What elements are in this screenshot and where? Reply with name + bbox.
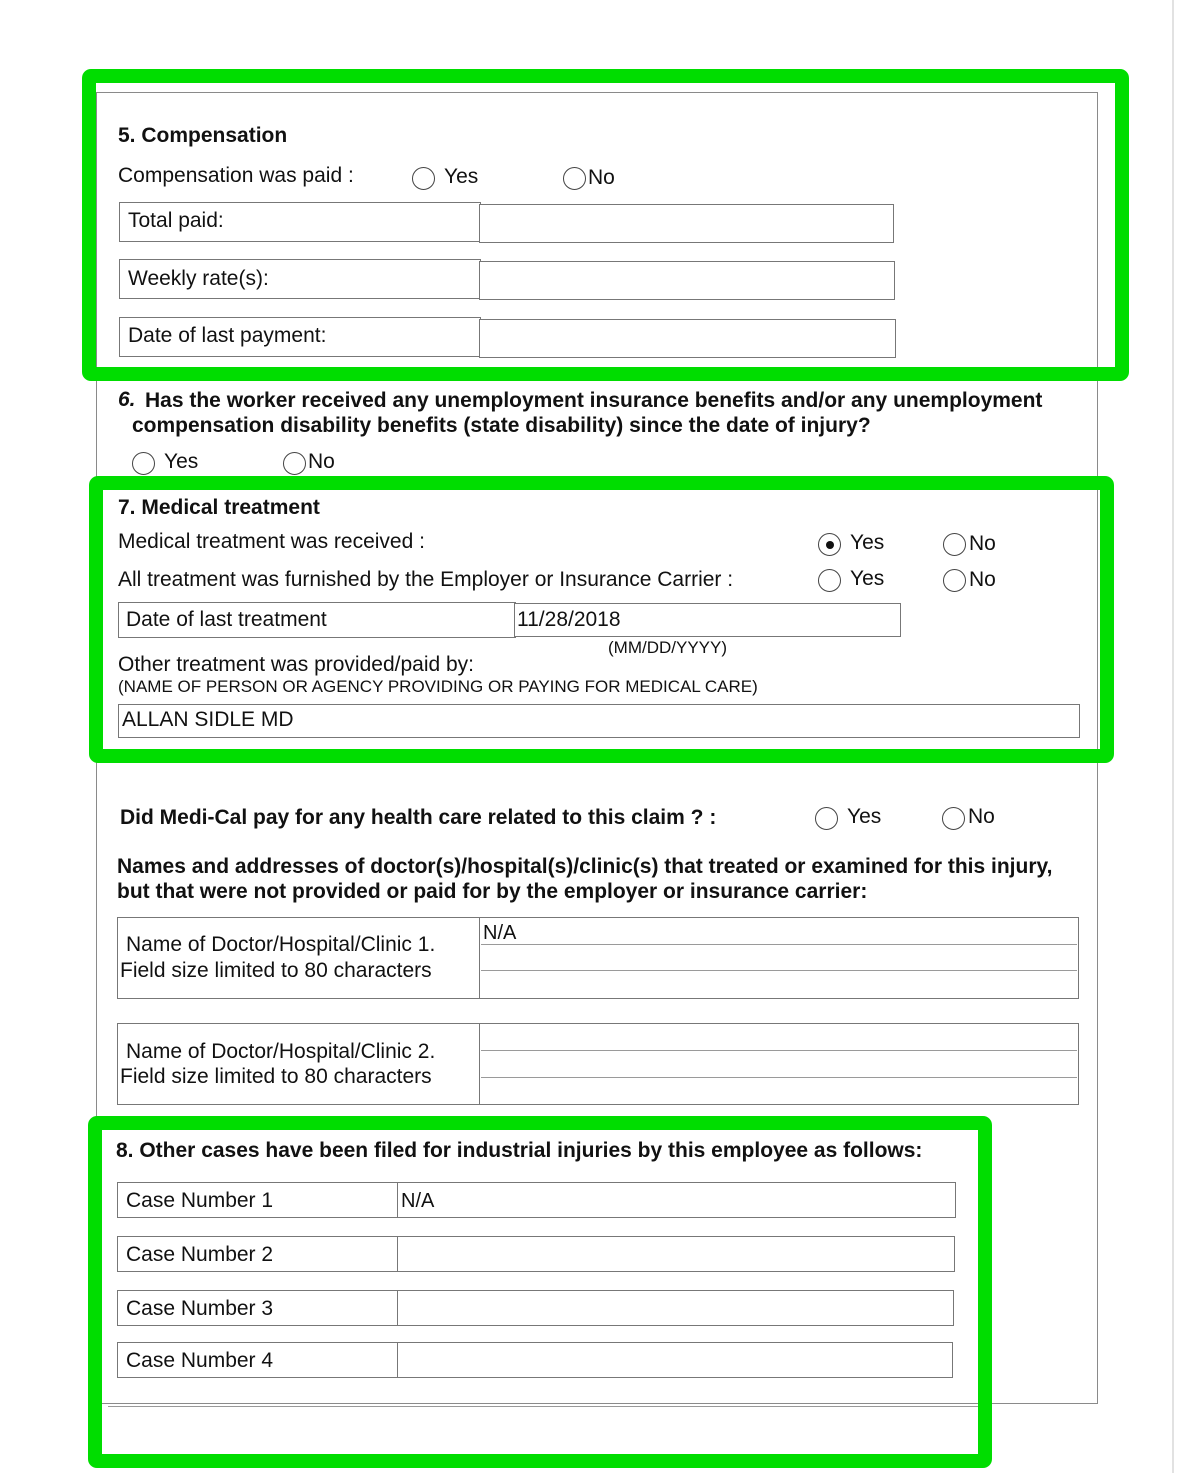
doctor-1-input[interactable]: [479, 917, 1079, 999]
compensation-paid-label: Compensation was paid :: [118, 164, 354, 187]
last-treatment-label: Date of last treatment: [126, 608, 327, 631]
case-1-input[interactable]: [397, 1182, 956, 1218]
doctor-1-label-line1: Name of Doctor/Hospital/Clinic 1.: [126, 933, 436, 956]
last-payment-input[interactable]: [479, 319, 896, 358]
other-treatment-value: ALLAN SIDLE MD: [122, 708, 294, 731]
doctor-2-label-line1: Name of Doctor/Hospital/Clinic 2.: [126, 1040, 436, 1063]
doctor-1-field-line: [481, 970, 1077, 971]
weekly-rate-input[interactable]: [479, 261, 895, 300]
case-3-label: Case Number 3: [126, 1297, 274, 1320]
treatment-furnished-no-radio[interactable]: [943, 569, 966, 592]
weekly-rate-label: Weekly rate(s):: [128, 267, 269, 290]
section-6-number: 6.: [118, 388, 136, 411]
page-edge: [1172, 0, 1174, 1473]
doctor-2-field-line: [481, 1077, 1077, 1078]
date-format-hint: (MM/DD/YYYY): [608, 638, 727, 657]
section-5-heading: 5. Compensation: [118, 124, 288, 147]
other-treatment-label: Other treatment was provided/paid by:: [118, 653, 475, 676]
doctor-1-label-cell: [117, 917, 481, 999]
compensation-paid-no-label: No: [588, 166, 615, 189]
compensation-paid-yes-radio[interactable]: [412, 167, 435, 190]
medi-cal-no-label: No: [968, 805, 995, 828]
names-heading-line1: Names and addresses of doctor(s)/hospital(s)/clinic(s) that treated or examined for this injury,: [117, 855, 1053, 878]
unemployment-yes-label: Yes: [164, 450, 199, 473]
treatment-received-no-radio[interactable]: [943, 533, 966, 556]
compensation-paid-yes-label: Yes: [444, 165, 479, 188]
medi-cal-question: Did Medi-Cal pay for any health care related to this claim ? :: [120, 806, 717, 829]
unemployment-no-radio[interactable]: [283, 452, 306, 475]
section-6-question-line1: Has the worker received any unemployment insurance benefits and/or any unemployment: [145, 389, 1043, 412]
section-8-heading: 8. Other cases have been filed for industrial injuries by this employee as follows:: [116, 1139, 923, 1162]
medi-cal-yes-radio[interactable]: [815, 807, 838, 830]
medi-cal-yes-label: Yes: [847, 805, 882, 828]
case-4-input[interactable]: [397, 1342, 953, 1378]
doctor-1-value: N/A: [483, 922, 517, 944]
case-1-label: Case Number 1: [126, 1189, 274, 1212]
case-3-input[interactable]: [397, 1290, 954, 1326]
doctor-2-field-line: [481, 1050, 1077, 1051]
total-paid-input[interactable]: [479, 204, 894, 243]
compensation-paid-no-radio[interactable]: [563, 167, 586, 190]
treatment-furnished-yes-label: Yes: [850, 567, 885, 590]
other-treatment-hint: (NAME OF PERSON OR AGENCY PROVIDING OR PAYING FOR MEDICAL CARE): [118, 677, 758, 696]
section-8-bottom-rule: [108, 1406, 978, 1407]
unemployment-yes-radio[interactable]: [132, 452, 155, 475]
names-heading-line2: but that were not provided or paid for by the employer or insurance carrier:: [117, 880, 868, 903]
case-2-input[interactable]: [397, 1236, 955, 1272]
treatment-received-yes-label: Yes: [850, 531, 885, 554]
doctor-2-label-line2: Field size limited to 80 characters: [120, 1065, 432, 1088]
doctor-1-label-line2: Field size limited to 80 characters: [120, 959, 432, 982]
case-1-value: N/A: [401, 1190, 435, 1212]
last-treatment-value: 11/28/2018: [517, 608, 621, 631]
doctor-2-label-cell: [117, 1023, 481, 1105]
treatment-received-label: Medical treatment was received :: [118, 530, 425, 553]
case-4-label: Case Number 4: [126, 1349, 274, 1372]
section-7-heading: 7. Medical treatment: [118, 496, 320, 519]
treatment-received-yes-radio[interactable]: [818, 533, 841, 556]
last-payment-label: Date of last payment:: [128, 324, 327, 347]
doctor-1-field-line: [481, 944, 1077, 945]
unemployment-no-label: No: [308, 450, 335, 473]
case-2-label: Case Number 2: [126, 1243, 274, 1266]
total-paid-label: Total paid:: [128, 209, 224, 232]
treatment-furnished-label: All treatment was furnished by the Employer or Insurance Carrier :: [118, 568, 734, 591]
doctor-2-input[interactable]: [479, 1023, 1079, 1105]
treatment-furnished-yes-radio[interactable]: [818, 569, 841, 592]
section-6-question-line2: compensation disability benefits (state disability) since the date of injury?: [132, 414, 871, 437]
treatment-furnished-no-label: No: [969, 568, 996, 591]
medi-cal-no-radio[interactable]: [942, 807, 965, 830]
treatment-received-no-label: No: [969, 532, 996, 555]
